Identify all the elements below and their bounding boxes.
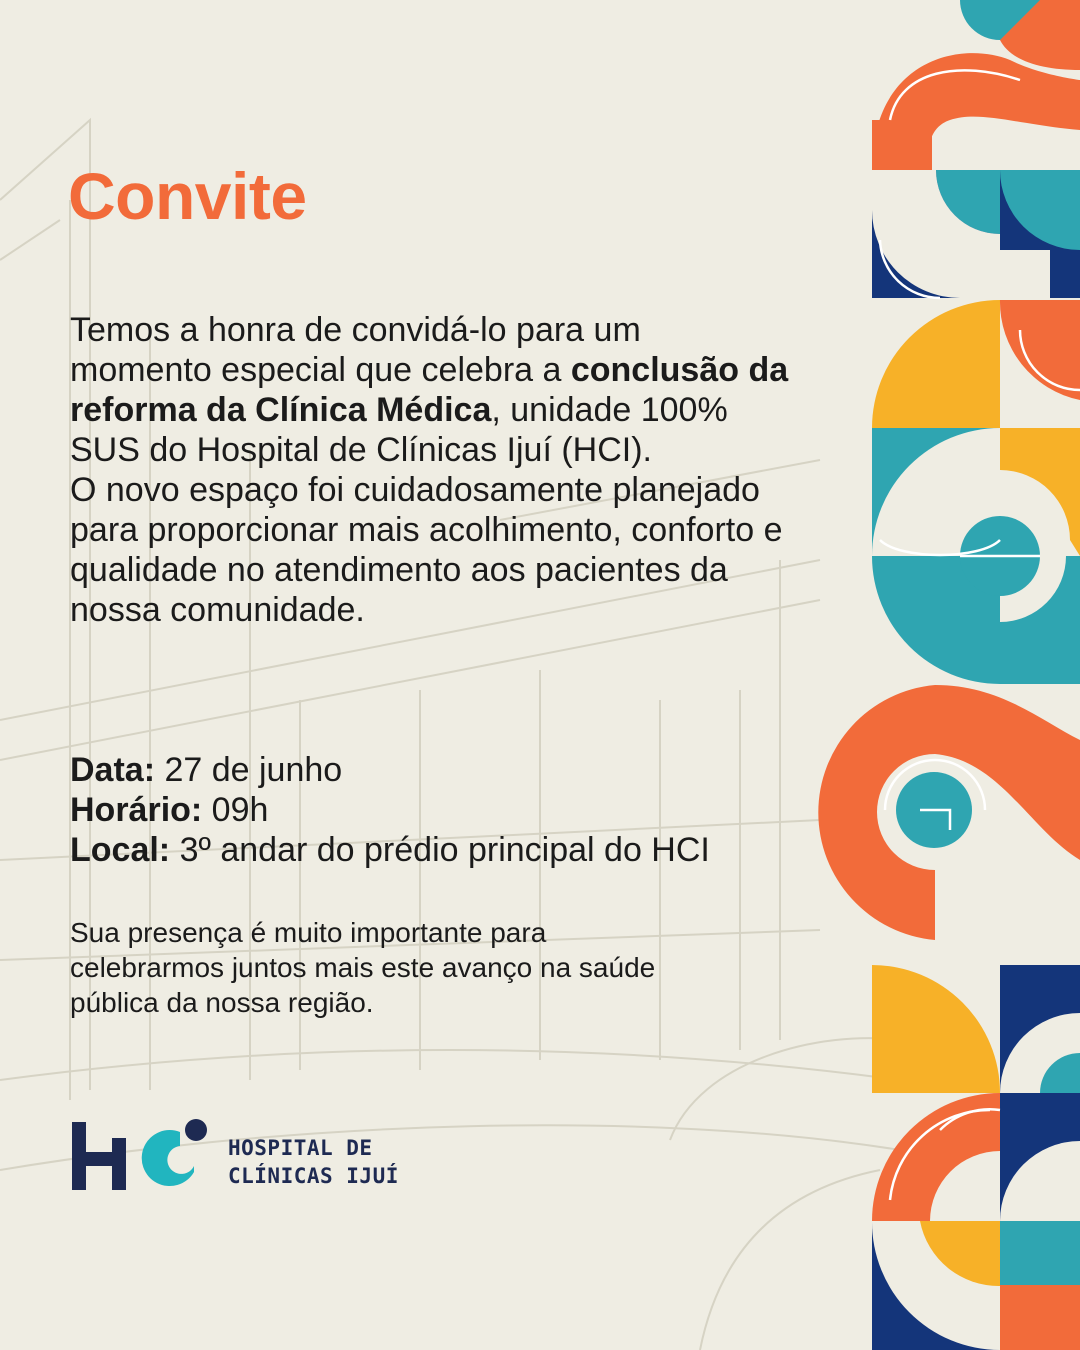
intro-text-end: , unidade 100% SUS do Hospital de Clínicas Ijuí (HCI). <box>70 391 728 469</box>
pattern-shape <box>872 965 1000 1093</box>
hci-logo-mark-icon <box>70 1118 215 1198</box>
invitation-intro <box>70 310 790 630</box>
event-time <box>70 790 810 830</box>
hospital-name-line2: CLÍNICAS IJUÍ <box>228 1164 399 1188</box>
pattern-shape <box>1000 1285 1080 1350</box>
pattern-shape <box>872 300 1000 428</box>
pattern-shape <box>1000 250 1050 298</box>
date-label: Data: <box>70 751 156 789</box>
place-value: 3º andar do prédio principal do HCI <box>170 831 710 869</box>
pattern-shape <box>872 120 932 170</box>
intro-text-highlight: conclusão da reforma da Clínica Médica <box>70 351 789 429</box>
event-date <box>70 750 810 790</box>
time-label: Horário: <box>70 791 203 829</box>
hospital-logo <box>70 1118 410 1198</box>
time-value: 09h <box>202 791 269 829</box>
pattern-shape <box>1000 1221 1080 1285</box>
closing-message: Sua presença é muito importante para celebrarmos juntos mais este avanço na saúde pública da nossa região. <box>70 917 656 1018</box>
decorative-geometric-pattern <box>800 0 1080 1350</box>
event-details <box>70 750 810 870</box>
intro-text-start: Temos a honra de convidá-lo para um momento especial que celebra a <box>70 311 641 389</box>
hospital-name-line1: HOSPITAL DE <box>228 1136 373 1160</box>
intro-paragraph-2: O novo espaço foi cuidadosamente planejado para proporcionar mais acolhimento, conforto e qualidade no atendimento aos pacientes da nossa comunidade. <box>70 471 783 629</box>
date-value: 27 de junho <box>155 751 343 789</box>
place-label: Local: <box>70 831 171 869</box>
hospital-name <box>228 1134 399 1190</box>
page-title: Convite <box>68 159 307 233</box>
event-place <box>70 830 810 870</box>
